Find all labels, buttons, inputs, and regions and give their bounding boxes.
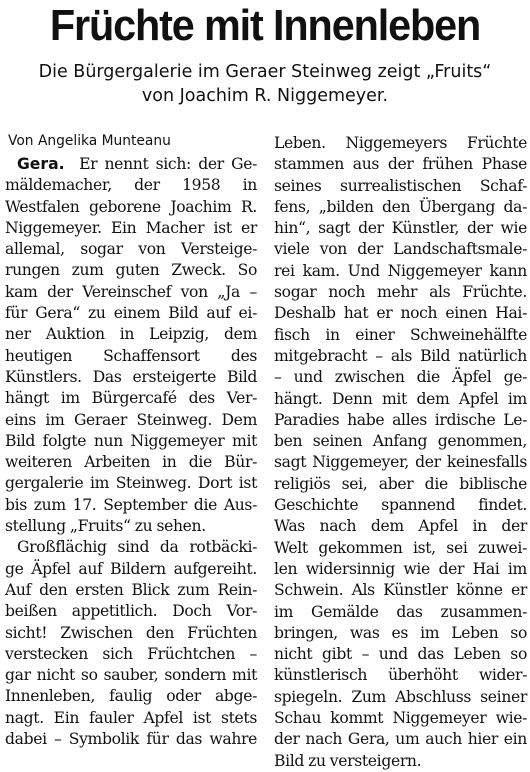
text-line: sogar noch mehr als Früchte. [274, 283, 527, 302]
text-line: Bild zu versteigern. [274, 751, 422, 770]
text-line: rungen zum guten Zweck. So [5, 261, 257, 280]
text-line: Großflächig sind da rotbäcki- [17, 538, 257, 557]
text-line: kam der Vereinschef von „Ja – [5, 282, 257, 301]
text-line: ben seinen Anfang genommen, [274, 432, 527, 451]
subhead-line: Die Bürgergalerie im Geraer Steinweg zeigt „Fruits“ [38, 62, 492, 82]
text-line: fisch in einer Schweinehälfte [274, 325, 527, 344]
text-line: mitgebracht – als Bild natürlich [274, 346, 527, 365]
text-line: gar nicht so sauber, sondern mit [5, 666, 257, 685]
text-line: eins im Geraer Steinweg. Dem [5, 410, 257, 429]
left-column [5, 154, 257, 750]
text-line: Bild folgte nun Niggemeyer mit [5, 431, 257, 450]
text-line: Künstlers. Das ersteigerte Bild [5, 367, 257, 386]
headline: Früchte mit Innenleben [49, 1, 481, 50]
right-column [274, 133, 527, 772]
text-line: hängt im Bürgercafé des Ver- [5, 389, 257, 408]
text-line: sagt Niggemeyer, der keinesfalls [274, 453, 527, 472]
subheadline [0, 60, 530, 108]
text-line: seines surrealistischen Schaf- [274, 176, 527, 195]
text-line: verstecken sich Früchtchen – [5, 644, 257, 663]
text-line: len widersinnig wie der Hai im [274, 559, 527, 578]
text-line: Leben. Niggemeyers Früchte [274, 134, 527, 152]
text-line: für Gera“ zu einem Bild auf ei- [5, 304, 257, 323]
text-line: Was nach dem Apfel in der [274, 517, 527, 536]
text-line: Schwein. Als Künstler könne er [274, 581, 527, 600]
text-line: dabei – Symbolik für das wahre [5, 730, 257, 749]
text-line: nicht gibt – und das Leben so [274, 645, 527, 664]
text-line: bringen, was es im Leben so [274, 623, 527, 642]
text-line: Welt gekommen ist, sei zuwei- [274, 538, 527, 557]
text-line: heutigen Schaffensort des [5, 346, 257, 365]
text-line: hin“, sagt der Künstler, der wie [274, 219, 527, 238]
text-line: der nach Gera, um auch hier ein [274, 730, 527, 749]
text-line: spiegeln. Zum Abschluss seiner [274, 687, 527, 706]
text-line: Niggemeyer. Ein Macher ist er [5, 218, 257, 237]
text-line: viele von der Landschaftsmale- [274, 240, 527, 259]
text-line: Auf den ersten Blick zum Rein- [5, 580, 257, 599]
text-line: Geschichte spannend findet. [274, 496, 527, 515]
byline: Von Angelika Munteanu [8, 133, 171, 149]
text-line: Gera. Er nennt sich: der Ge- [17, 155, 257, 173]
subhead-line: von Joachim R. Niggemeyer. [141, 86, 389, 106]
text-line: fens, „bilden den Übergang da- [274, 197, 527, 216]
text-line: ge Äpfel auf Bildern aufgereiht. [5, 559, 257, 578]
dateline: Gera. [17, 155, 65, 173]
text-line: religiös sei, aber die biblische [274, 474, 527, 493]
text-line: künstlerisch überhöht wider- [274, 666, 527, 685]
text-line: weiteren Arbeiten in die Bür- [5, 453, 257, 472]
text-line: nagt. Ein fauler Apfel ist stets [5, 708, 257, 727]
text-line: rei kam. Und Niggemeyer kann [274, 261, 527, 280]
text-line: – und zwischen die Äpfel ge- [274, 368, 527, 387]
text-line: hängt. Denn mit dem Apfel im [274, 389, 527, 408]
text-line: im Gemälde das zusammen- [274, 602, 527, 621]
text-line: ner Auktion in Leipzig, dem [5, 325, 257, 344]
text-line: stellung „Fruits“ zu sehen. [5, 517, 206, 536]
text-line: Paradies habe alles irdische Le- [274, 410, 527, 429]
text-line: Innenleben, faulig oder abge- [5, 687, 257, 706]
text-line: sicht! Zwischen den Früchten [5, 623, 257, 642]
text-line: Deshalb hat er noch einen Hai- [274, 304, 527, 323]
text-line: stammen aus der frühen Phase [274, 155, 527, 174]
text-line: Schau kommt Niggemeyer wie- [274, 709, 527, 728]
text-line: beißen appetitlich. Doch Vor- [5, 602, 257, 621]
text-line: allemal, sogar von Versteige- [5, 240, 257, 259]
text-line: mäldemacher, der 1958 in [5, 176, 257, 195]
text-line: bis zum 17. September die Aus- [5, 495, 257, 514]
text-line: gergalerie im Steinweg. Dort ist [5, 474, 257, 493]
text-line: Westfalen geborene Joachim R. [5, 197, 257, 216]
